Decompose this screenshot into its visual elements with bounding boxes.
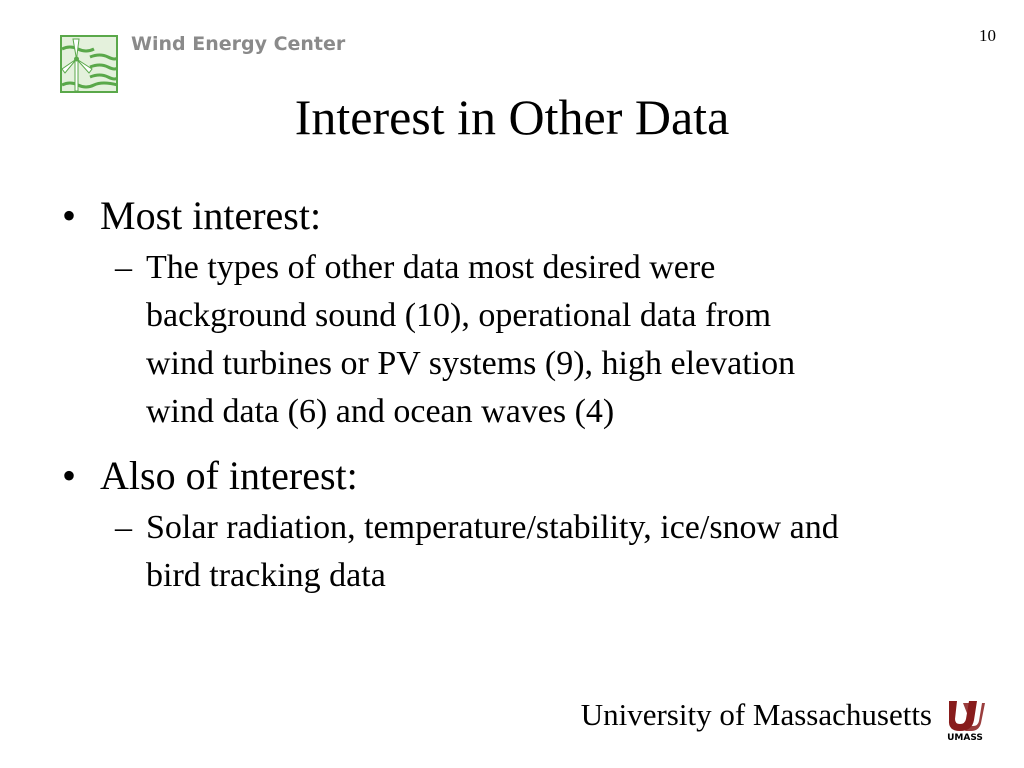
slide-number: 10 (979, 26, 996, 45)
sub-bullet-line: wind turbines or PV systems (9), high elevation (146, 345, 796, 382)
sub-bullet-dash: – (115, 509, 132, 546)
sub-bullet-also-of-interest (115, 504, 978, 600)
bullet-most-interest: • Most interest: (58, 188, 978, 244)
wind-energy-center-logo (60, 35, 118, 93)
sub-bullet-most-interest (115, 244, 978, 436)
sub-bullet-line: The types of other data most desired were (146, 249, 716, 286)
sub-bullet-line: Solar radiation, temperature/stability, ice/snow and (146, 509, 839, 546)
svg-text:UMASS: UMASS (947, 733, 983, 741)
sub-bullet-line: background sound (10), operational data from (146, 297, 772, 334)
sub-bullet-line: bird tracking data (146, 557, 386, 594)
logo-text: Wind Energy Center (131, 33, 346, 55)
slide-content (58, 188, 978, 600)
sub-bullet-dash: – (115, 249, 132, 286)
spacer (58, 436, 978, 448)
slide-title: Interest in Other Data (294, 89, 730, 145)
footer-institution: University of Massachusetts (580, 697, 932, 732)
umass-logo (945, 697, 985, 741)
sub-bullet-line: wind data (6) and ocean waves (4) (146, 393, 615, 430)
bullet-also-of-interest: • Also of interest: (58, 448, 978, 504)
